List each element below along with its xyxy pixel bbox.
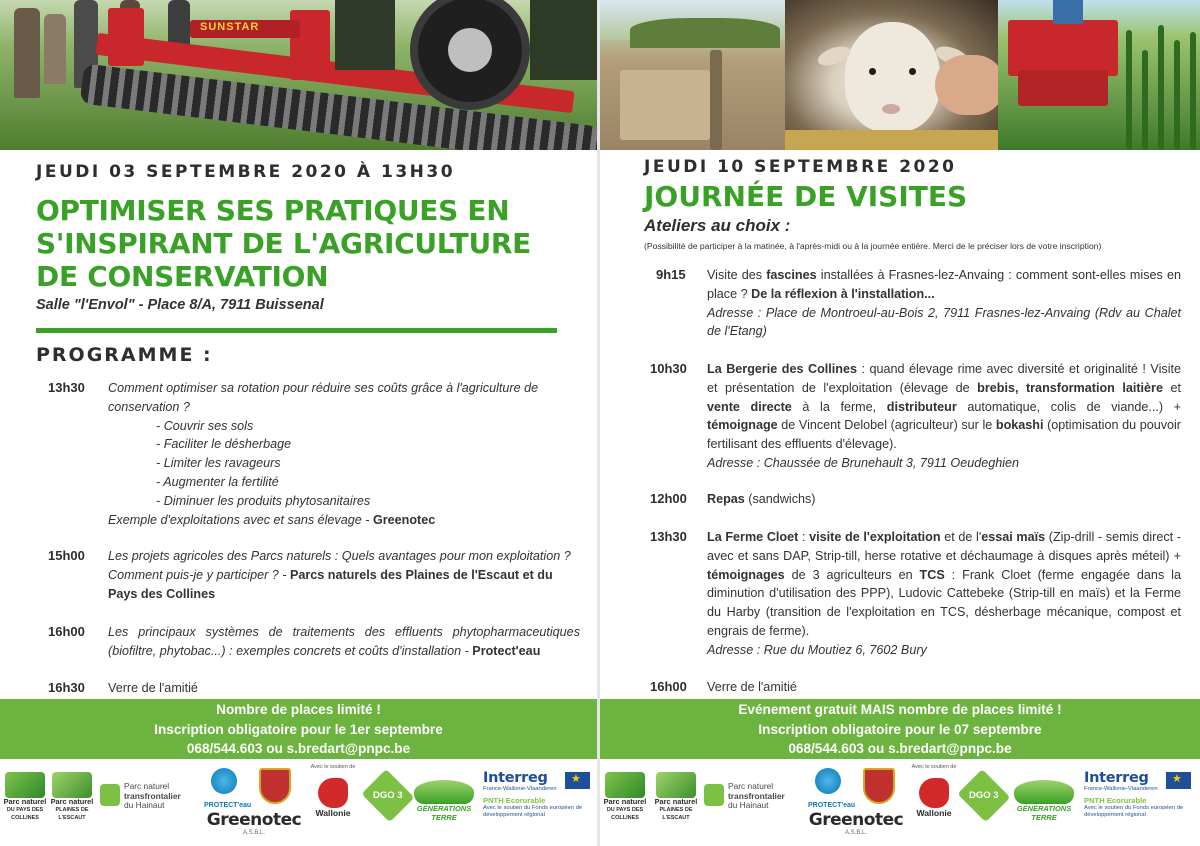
- hedge: [630, 18, 780, 48]
- tractor-body: [335, 0, 395, 70]
- text-run: : quand élevage rime avec diversité et originalité ! Visite et présentation de l'exploitation (élevage de: [707, 362, 1181, 395]
- text-run: de 3 agriculteurs en: [784, 567, 920, 582]
- fascine-photo: [600, 0, 785, 150]
- item-time: 13h30: [650, 529, 687, 544]
- text-bold: témoignage: [707, 418, 778, 433]
- interreg-logo: Interreg ★ France-Wallonie-Vlaanderen PNTH Ecorurable Avec le soutien du Fonds européen de développement régional: [483, 770, 595, 818]
- item-description: [707, 490, 816, 509]
- visit-item: [600, 678, 1200, 698]
- fascine-line: [710, 50, 722, 150]
- item-description: [707, 360, 1181, 473]
- generations-terre-logo: GÉNÉRATIONS TERRE: [408, 780, 480, 822]
- item-text: Les projets agricoles des Parcs naturels : Quels avantages pour mon exploitation ? Comment puis-je y participer ? -: [108, 549, 571, 582]
- bullet-point: - Faciliter le désherbage: [156, 437, 292, 452]
- item-text: Les principaux systèmes de traitements des effluents phytopharmaceutiques (biofiltre, phytobac...) : exemples concrets et coûts d'installation -: [108, 625, 580, 658]
- dgo3-logo: DGO 3: [366, 778, 410, 813]
- strip-till-machine: [1018, 70, 1108, 106]
- programme-item: [0, 379, 597, 539]
- registration-banner: [600, 699, 1200, 759]
- eu-flag-icon: [1166, 772, 1191, 789]
- tractor-field-photo: [0, 0, 597, 150]
- programme-item: [0, 679, 597, 699]
- farmer-figure: [44, 14, 66, 84]
- item-description: [707, 266, 1181, 341]
- text-run: automatique, colis de viande...) +: [956, 399, 1181, 414]
- bullet-point: - Augmenter la fertilité: [156, 474, 279, 489]
- text-bold: vente directe: [707, 399, 792, 414]
- item-text: Verre de l'amitié: [108, 681, 198, 695]
- banner-line: Evénement gratuit MAIS nombre de places limité !: [738, 702, 1062, 717]
- item-time: 12h00: [650, 491, 687, 506]
- maize-stalk: [1142, 50, 1148, 150]
- greenotec-logo: Greenotec A.S.B.L.: [206, 810, 302, 836]
- event-date: JEUDI 03 SEPTEMBRE 2020 À 13H30: [36, 162, 456, 182]
- text-run: (sandwichs): [744, 492, 816, 506]
- lamb-photo: [785, 0, 998, 150]
- banner-contact[interactable]: 068/544.603 ou s.bredart@pnpc.be: [186, 741, 411, 756]
- text-run: et de l': [940, 530, 982, 544]
- text-run: : Frank Cloet (ferme engagée dans la diminution d'utilisation des PPP), Ludovic Cattebeke (Strip-till en maïs) et la Ferme du Harby (transition de l'exploitation en TCS, désherbage mécanique, compost et engrais de ferme).: [707, 567, 1181, 638]
- item-time: 16h30: [48, 680, 85, 695]
- pn-hainaut-logo: Parc naturel transfrontalier du Hainaut: [100, 782, 200, 811]
- workshops-heading: Ateliers au choix :: [644, 216, 791, 235]
- text-bold: Repas: [707, 492, 745, 506]
- text-bold: essai maïs: [981, 530, 1046, 544]
- text-bold: distributeur: [886, 399, 957, 414]
- registration-banner: [0, 699, 597, 759]
- text-run: et: [1162, 380, 1181, 395]
- interreg-logo: Interreg ★ France-Wallonie-Vlaanderen PNTH Ecorurable Avec le soutien du Fonds européen de développement régional: [1084, 770, 1196, 818]
- lamb-nose: [882, 104, 900, 114]
- programme-item: [0, 623, 597, 663]
- text-run: Visite des: [707, 268, 767, 282]
- text-bold: bokashi: [995, 418, 1044, 433]
- hainaut-shield-logo: [249, 768, 301, 804]
- maize-stalk: [1190, 32, 1196, 150]
- banner-line: Nombre de places limité !: [216, 702, 381, 717]
- item-time: 16h00: [650, 679, 687, 694]
- partner-logos: [0, 760, 597, 846]
- lamb-eye: [909, 68, 916, 75]
- text-bold: TCS: [919, 567, 945, 582]
- farmer-figure: [14, 8, 40, 98]
- generations-terre-logo: GÉNÉRATIONS TERRE: [1008, 780, 1080, 822]
- pn-escaut-logo: Parc naturel PLAINES DE L'ESCAUT: [654, 772, 698, 822]
- item-address: Adresse : Chaussée de Brunehault 3, 7911 Oeudeghien: [707, 455, 1020, 470]
- item-time: 15h00: [48, 548, 85, 563]
- item-text: Verre de l'amitié: [707, 680, 797, 694]
- pn-collines-logo: Parc naturel DU PAYS DES COLLINES: [3, 772, 47, 822]
- wallonie-logo: Avec le soutien de Wallonie: [911, 764, 957, 818]
- eu-flag-icon: [565, 772, 590, 789]
- text-bold: De la réflexion à l'installation...: [751, 286, 935, 301]
- tractor-body: [530, 0, 597, 80]
- item-speaker: Greenotec: [372, 512, 436, 527]
- visit-item: [600, 266, 1200, 341]
- pn-collines-logo: Parc naturel DU PAYS DES COLLINES: [603, 772, 647, 822]
- pn-escaut-logo: Parc naturel PLAINES DE L'ESCAUT: [50, 772, 94, 822]
- item-time: 16h00: [48, 624, 85, 639]
- text-bold: visite de l'exploitation: [809, 530, 941, 544]
- visit-item: [600, 490, 1200, 512]
- text-run: (Zip-drill - semis direct - avec et sans DAP, Strip-till, herse rotative et déchaumage à disques après méteil) +: [707, 530, 1181, 563]
- item-intro: Comment optimiser sa rotation pour réduire ses coûts grâce à l'agriculture de conservation ?: [108, 381, 539, 414]
- bullet-point: - Couvrir ses sols: [156, 418, 254, 433]
- item-description: [108, 547, 582, 603]
- soil-patch: [620, 70, 710, 140]
- protect-eau-logo: PROTECT'eau: [808, 768, 848, 812]
- straw: [785, 130, 998, 150]
- protect-eau-logo: PROTECT'eau: [204, 768, 244, 812]
- visit-item: [600, 360, 1200, 475]
- maize-stalk: [1126, 30, 1132, 150]
- text-bold: La Bergerie des Collines: [707, 362, 857, 376]
- hand: [935, 55, 998, 115]
- dgo3-logo: DGO 3: [962, 778, 1006, 813]
- pn-hainaut-logo: Parc naturel transfrontalier du Hainaut: [704, 782, 804, 811]
- text-bold: La Ferme Cloet: [707, 530, 799, 544]
- event-date: JEUDI 10 SEPTEMBRE 2020: [644, 157, 957, 177]
- maize-stalk: [1158, 25, 1164, 150]
- text-run: installées à Frasnes-lez-Anvaing : comment sont-elles mises en place ?: [707, 268, 1181, 301]
- lamb-eye: [869, 68, 876, 75]
- lamb-head: [845, 22, 940, 132]
- item-time: 10h30: [650, 361, 687, 376]
- strip-till-machine: [1008, 20, 1118, 76]
- machine-brand-label: SUNSTAR: [200, 21, 260, 33]
- partner-logos: [600, 760, 1200, 846]
- wheel-rim: [448, 28, 492, 72]
- wallonie-logo: Avec le soutien de Wallonie: [310, 764, 356, 818]
- item-time: 13h30: [48, 380, 85, 395]
- banner-contact[interactable]: 068/544.603 ou s.bredart@pnpc.be: [788, 741, 1012, 756]
- item-description: [108, 379, 552, 529]
- programme-item: [0, 547, 597, 607]
- text-run: de Vincent Delobel (agriculteur) sur le: [777, 418, 996, 433]
- programme-heading: PROGRAMME :: [36, 344, 213, 366]
- maize-field-photo: [998, 0, 1200, 150]
- item-time: 9h15: [656, 267, 686, 282]
- item-description: [707, 528, 1181, 660]
- item-address: Adresse : Place de Montroeul-au-Bois 2, 7911 Frasnes-lez-Anvaing (Rdv au Chalet de l'Etang): [707, 305, 1181, 339]
- greenotec-logo: Greenotec A.S.B.L.: [808, 810, 904, 836]
- item-outro: Exemple d'exploitations avec et sans élevage -: [108, 512, 373, 527]
- item-speaker: Parcs naturels des Plaines de l'Escaut et du Pays des Collines: [108, 567, 553, 601]
- bullet-point: - Diminuer les produits phytosanitaires: [156, 493, 371, 508]
- bullet-point: - Limiter les ravageurs: [156, 456, 281, 471]
- maize-stalk: [1174, 40, 1180, 150]
- tractor-part: [1053, 0, 1083, 24]
- text-run: (optimisation du pouvoir fertilisant des effluents d'élevage).: [707, 418, 1181, 452]
- participation-note: (Possibilité de participer à la matinée, à l'après-midi ou à la journée entière. Merci de le préciser lors de votre inscription): [644, 241, 1102, 251]
- event-title: JOURNÉE DE VISITES: [644, 180, 968, 213]
- item-address: Adresse : Rue du Moutiez 6, 7602 Bury: [707, 642, 927, 657]
- title-divider: [36, 328, 557, 333]
- hainaut-shield-logo: [853, 768, 905, 804]
- item-description: [108, 623, 580, 661]
- banner-line: Inscription obligatoire pour le 07 septembre: [758, 721, 1042, 737]
- text-run: :: [798, 530, 810, 544]
- event-venue: Salle "l'Envol" - Place 8/A, 7911 Buissenal: [36, 297, 324, 313]
- text-bold: brebis, transformation laitière: [977, 380, 1163, 395]
- visit-item: [600, 528, 1200, 663]
- text-run: à la ferme,: [791, 399, 887, 414]
- item-speaker: Protect'eau: [472, 643, 541, 658]
- text-bold: fascines: [766, 268, 817, 282]
- event-title: OPTIMISER SES PRATIQUES EN S'INSPIRANT DE L'AGRICULTURE DE CONSERVATION: [36, 194, 531, 293]
- banner-line: Inscription obligatoire pour le 1er septembre: [154, 721, 443, 737]
- text-bold: témoignages: [707, 567, 785, 582]
